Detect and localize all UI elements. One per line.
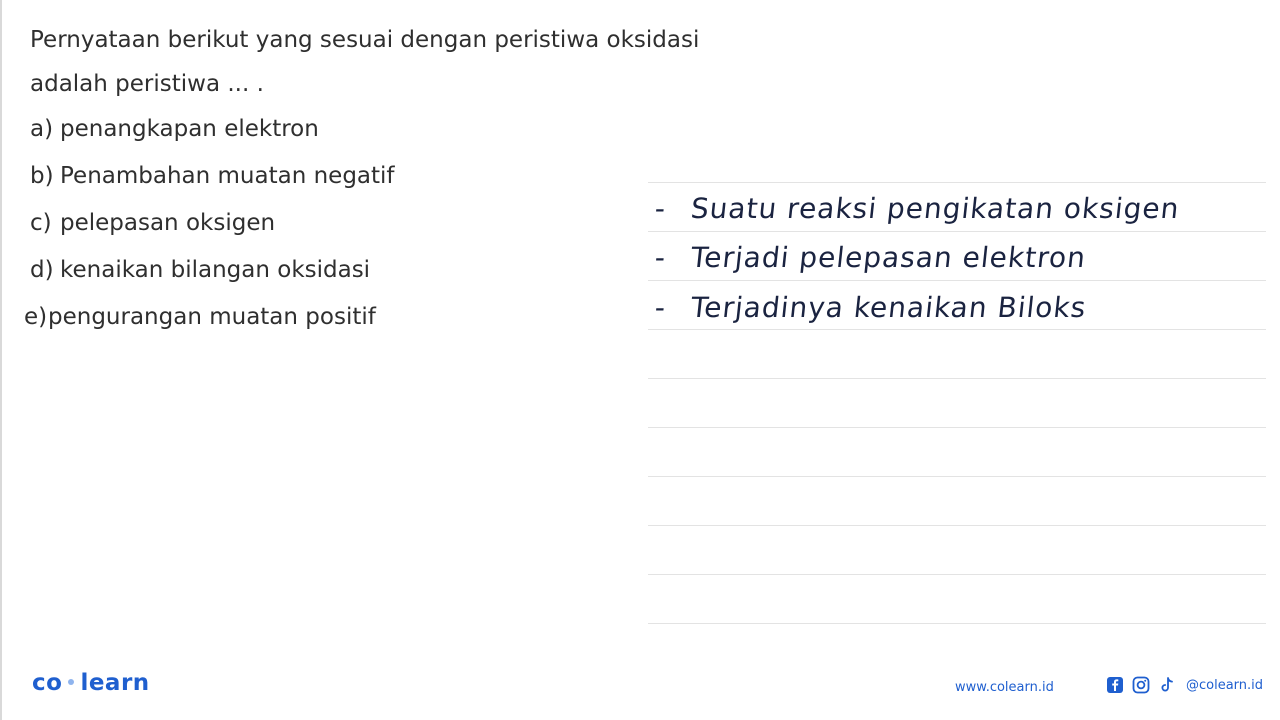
option-b (30, 153, 590, 200)
option-letter: b) (30, 163, 54, 189)
note-text: Terjadi pelepasan elektron (689, 241, 1088, 274)
logo-text-left: co (32, 670, 63, 696)
ruled-line (648, 231, 1266, 232)
option-letter: e) (24, 304, 48, 330)
handwritten-note-1 (653, 192, 1181, 225)
ruled-line (648, 182, 1266, 183)
notebook-lines (648, 0, 1266, 720)
page-left-border (0, 0, 2, 720)
note-dash: - (653, 192, 668, 225)
question-line-1: Pernyataan berikut yang sesuai dengan peristiwa oksidasi (30, 27, 700, 53)
ruled-line (648, 525, 1266, 526)
ruled-line (648, 378, 1266, 379)
handwritten-note-2 (653, 241, 1087, 274)
note-text: Terjadinya kenaikan Biloks (689, 291, 1089, 324)
option-d (30, 247, 590, 294)
option-letter: a) (30, 116, 54, 142)
option-text: penangkapan elektron (60, 116, 319, 142)
note-dash: - (653, 291, 668, 324)
ruled-line (648, 476, 1266, 477)
option-a (30, 106, 590, 153)
website-link[interactable]: www.colearn.id (955, 680, 1054, 695)
option-letter: d) (30, 257, 54, 283)
option-text: kenaikan bilangan oksidasi (60, 257, 371, 283)
answer-options (24, 106, 590, 341)
instagram-icon[interactable] (1132, 676, 1150, 694)
option-text: pelepasan oksigen (60, 210, 276, 236)
note-dash: - (653, 241, 668, 274)
option-text: pengurangan muatan positif (48, 304, 376, 330)
option-c (30, 200, 590, 247)
ruled-line (648, 427, 1266, 428)
tiktok-icon[interactable] (1158, 676, 1176, 694)
ruled-line (648, 280, 1266, 281)
question-text (30, 18, 730, 106)
ruled-line (648, 329, 1266, 330)
option-letter: c) (30, 210, 52, 236)
handwritten-note-3 (653, 291, 1088, 324)
social-links (1106, 676, 1263, 694)
question-line-2: adalah peristiwa ... . (30, 71, 264, 97)
logo-text-right: learn (80, 670, 150, 696)
colearn-logo (32, 670, 150, 696)
note-text: Suatu reaksi pengikatan oksigen (689, 192, 1182, 225)
logo-dot (68, 679, 74, 685)
option-text: Penambahan muatan negatif (60, 163, 395, 189)
ruled-line (648, 623, 1266, 624)
ruled-line (648, 574, 1266, 575)
option-e (24, 294, 590, 341)
social-handle[interactable]: @colearn.id (1186, 677, 1264, 693)
facebook-icon[interactable] (1106, 676, 1124, 694)
